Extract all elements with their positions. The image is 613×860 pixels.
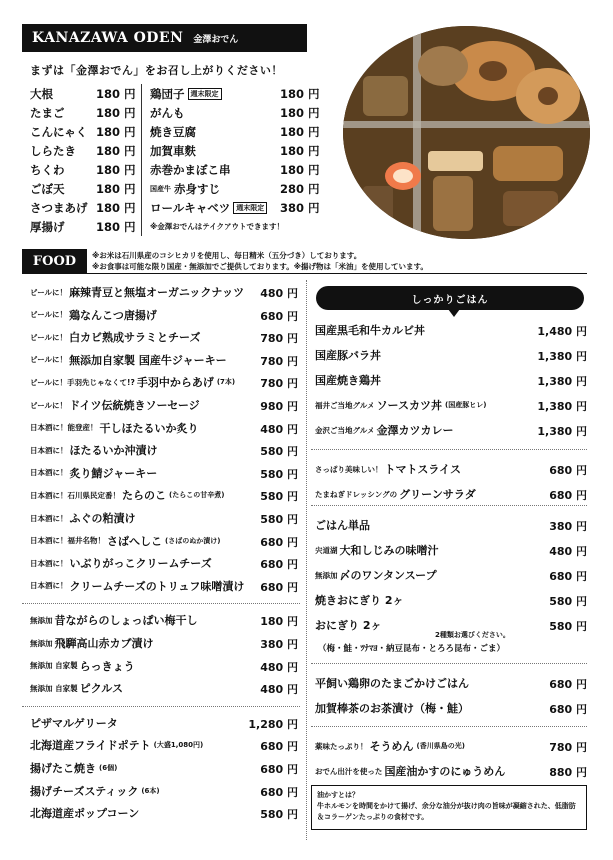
menu-item-price: 180 円	[260, 615, 298, 629]
oden-item-name: 赤巻かまぼこ串	[150, 162, 231, 177]
oden-item	[30, 198, 135, 217]
menu-item	[315, 483, 587, 505]
menu-item-note: (大盛1,080円)	[153, 741, 204, 750]
aburakasu-info-box	[311, 785, 587, 830]
menu-item-prefix: ビールに！	[30, 287, 68, 297]
oden-title-underline	[22, 51, 307, 52]
menu-item-name: 〆のワンタンスープ	[339, 569, 437, 582]
menu-item-name: 金澤カツカレー	[376, 424, 454, 437]
menu-item-prefix: 日本酒に！福井名物！	[30, 536, 105, 546]
menu-item	[315, 514, 587, 536]
menu-item	[30, 677, 298, 699]
menu-item-price: 480 円	[260, 287, 298, 300]
menu-item-name: さばへしこ	[107, 534, 162, 548]
menu-item-name: 加賀棒茶のお茶漬け（梅・鮭）	[315, 701, 469, 715]
menu-group-divider	[22, 603, 300, 604]
oden-section-title	[22, 24, 307, 52]
menu-item	[30, 632, 298, 654]
menu-item	[315, 672, 587, 694]
menu-item-price: 480 円	[260, 683, 298, 697]
menu-item-price: 1,480 円	[537, 325, 587, 338]
menu-item-name: 手羽中からあげ	[136, 376, 214, 390]
gohan-section-title: しっかりごはん	[316, 286, 584, 310]
oden-item-name: 厚揚げ	[30, 219, 65, 234]
menu-item	[30, 462, 298, 484]
menu-item-price: 980 円	[260, 400, 298, 413]
oden-item	[150, 84, 320, 103]
menu-item	[30, 712, 298, 734]
menu-item-name: ピザマルゲリータ	[30, 716, 118, 730]
menu-item-name: ドイツ伝統焼きソーセージ	[69, 399, 200, 412]
menu-item-price: 1,380 円	[537, 425, 587, 438]
menu-item-price: 1,380 円	[537, 375, 587, 388]
oden-photo	[343, 26, 590, 239]
menu-item-prefix: 宍道湖	[315, 545, 338, 555]
oden-item-name: 大根	[30, 86, 53, 101]
menu-item-price: 680 円	[260, 763, 298, 776]
menu-item-price: 780 円	[260, 354, 298, 368]
oden-item-name: 焼き豆腐	[150, 124, 196, 139]
menu-item	[30, 326, 298, 348]
menu-item	[315, 735, 587, 757]
menu-item-name: 大和しじみの味噌汁	[339, 544, 439, 557]
menu-item-prefix: 日本酒に！能登産！	[30, 423, 98, 433]
menu-item-price: 380 円	[549, 520, 587, 533]
menu-item-price: 680 円	[260, 785, 298, 799]
menu-item-name: ソースカツ丼	[376, 399, 443, 412]
menu-item	[30, 780, 298, 802]
menu-item-prefix: 日本酒に！石川県民定番！	[30, 490, 120, 500]
oden-item-price: 180 円	[96, 86, 136, 101]
menu-item-price: 680 円	[260, 740, 298, 754]
menu-item-name: たらのこ	[122, 489, 166, 503]
aburakasu-info-title: 油かすとは？	[317, 791, 359, 799]
oden-item-name: ごぼ天	[30, 181, 65, 196]
weekend-limited-badge: 週末限定	[188, 88, 222, 100]
menu-item-name: 干しほたるいか炙り	[99, 421, 199, 435]
menu-item-price: 580 円	[260, 467, 298, 481]
menu-item-prefix: ビールに！	[30, 400, 68, 410]
menu-item	[315, 564, 587, 586]
menu-item	[30, 304, 298, 326]
menu-item-name: 揚げチーズスティック	[30, 784, 139, 798]
menu-item-price: 680 円	[549, 489, 587, 502]
menu-item	[30, 552, 298, 574]
menu-item	[30, 349, 298, 371]
oden-item	[30, 84, 135, 103]
oden-item-price: 180 円	[96, 219, 136, 234]
menu-item-prefix: ビールに！	[30, 310, 68, 320]
menu-group-divider	[22, 706, 300, 707]
oden-item-name: 加賀車麩	[150, 143, 196, 158]
menu-item-prefix: 日本酒に！	[30, 445, 68, 455]
menu-item-note: (国産豚ヒレ)	[445, 401, 487, 409]
oden-item-price: 180 円	[280, 105, 320, 120]
menu-item-name: 揚げたこ焼き	[30, 762, 96, 775]
menu-item	[315, 319, 587, 341]
onigiri-fillings: （梅・鮭・ﾂﾅﾏﾖ・納豆昆布・とろろ昆布・ごま）	[318, 644, 506, 654]
oden-item-price: 180 円	[96, 162, 136, 177]
menu-item-note: (7本)	[216, 378, 236, 387]
menu-item	[30, 281, 298, 303]
menu-item-name: ほたるいか沖漬け	[69, 444, 158, 458]
menu-item-prefix: さっぱり美味しい！	[315, 464, 383, 474]
oden-item-name: ちくわ	[30, 162, 65, 177]
menu-item-prefix: ビールに！	[30, 332, 68, 342]
menu-item-price: 680 円	[549, 464, 587, 477]
menu-item-prefix: 金沢ご当地グルメ	[315, 425, 375, 435]
menu-item-name: ピクルス	[79, 682, 123, 696]
menu-item-price: 780 円	[260, 332, 298, 346]
menu-item-prefix: 無添加	[315, 570, 338, 580]
menu-item-name: ごはん単品	[315, 519, 370, 532]
oden-item-price: 380 円	[280, 200, 320, 215]
menu-item-price: 680 円	[260, 535, 298, 549]
menu-item	[30, 530, 298, 552]
oden-title-en: KANAZAWA ODEN	[32, 30, 184, 46]
menu-item-prefix: たまねぎドレッシングの	[315, 489, 398, 499]
oden-item	[30, 160, 135, 179]
menu-item-price: 480 円	[260, 660, 298, 674]
oden-item-price: 180 円	[96, 181, 136, 196]
oden-item-name: 鶏団子	[150, 86, 185, 101]
oden-item	[150, 122, 320, 141]
menu-item-price: 580 円	[260, 445, 298, 459]
menu-item	[30, 394, 298, 416]
oden-item-name: しらたき	[30, 143, 76, 158]
menu-item-name: トマトスライス	[384, 463, 461, 476]
menu-item-price: 680 円	[260, 580, 298, 594]
menu-item-price: 680 円	[549, 570, 587, 583]
menu-group-divider	[311, 505, 587, 506]
oden-item-price: 180 円	[280, 143, 320, 158]
menu-item-note: (さばのぬか漬け)	[165, 536, 221, 545]
menu-item-name: 焼きおにぎり 2ヶ	[315, 594, 404, 607]
menu-item-price: 1,380 円	[537, 400, 587, 413]
menu-item-price: 580 円	[549, 620, 587, 633]
menu-item-name: おにぎり 2ヶ	[315, 619, 382, 632]
oden-title-jp: 金澤おでん	[193, 34, 239, 45]
oden-item-price: 180 円	[280, 86, 320, 101]
menu-item	[30, 371, 298, 393]
food-note-domestic: ※お食事は可能な限り国産・無添加でご提供しております。※揚げ物は「米油」を使用しています。	[92, 262, 428, 271]
menu-item-note: (6個)	[99, 764, 118, 772]
oden-item	[150, 198, 320, 217]
menu-item-price: 580 円	[260, 490, 298, 504]
menu-item-name: 炙り鯖ジャーキー	[69, 466, 158, 480]
menu-item-prefix: 福井ご当地グルメ	[315, 400, 375, 410]
oden-item	[30, 179, 135, 198]
menu-item-prefix: 無添加	[30, 615, 53, 625]
menu-item-name: 飛騨高山赤カブ漬け	[54, 637, 154, 650]
menu-item-price: 580 円	[260, 513, 298, 526]
oden-item	[30, 122, 135, 141]
oden-item-name: 赤身すじ	[174, 181, 220, 196]
menu-item-name: らっきょう	[79, 659, 135, 673]
menu-item	[30, 757, 298, 779]
menu-item-name: クリームチーズのトリュフ味噌漬け	[69, 579, 245, 593]
menu-item-prefix: 日本酒に！	[30, 468, 68, 478]
menu-group-divider	[311, 449, 587, 450]
oden-item	[30, 103, 135, 122]
menu-item-name: 鶏なんこつ唐揚げ	[69, 308, 157, 322]
menu-item-name: 国産焼き鶏丼	[315, 374, 381, 387]
menu-item-price: 580 円	[549, 595, 587, 608]
oden-item	[150, 141, 320, 160]
menu-item	[315, 760, 587, 782]
oden-item-name: がんも	[150, 105, 185, 120]
weekend-limited-badge: 週末限定	[233, 202, 267, 214]
oden-item-price: 280 円	[280, 181, 320, 196]
menu-item	[30, 609, 298, 631]
menu-item-price: 1,380 円	[537, 350, 587, 363]
menu-item-name: いぶりがっこクリームチーズ	[69, 557, 212, 571]
menu-group-divider	[311, 663, 587, 664]
menu-item	[315, 589, 587, 611]
aburakasu-info-body: 牛ホルモンを時間をかけて揚げ、余分な油分が抜け肉の旨味が凝縮された、低脂肪＆コラーゲンたっぷりの食材です。	[317, 802, 576, 821]
oden-item	[30, 217, 135, 236]
menu-item-name: グリーンサラダ	[399, 488, 476, 501]
food-note-rice: ※お米は石川県産のコシヒカリを使用し、毎日精米（五分づき）しております。	[92, 251, 362, 260]
oden-item-name: ロールキャベツ	[150, 200, 231, 215]
menu-item-price: 680 円	[549, 678, 587, 691]
menu-item-name: 白カビ熟成サラミとチーズ	[69, 331, 201, 345]
menu-item-price: 880 円	[549, 766, 587, 779]
oden-item-name: こんにゃく	[30, 124, 88, 139]
menu-item-note: (香川県島の光)	[416, 742, 465, 750]
menu-item-prefix: 日本酒に！	[30, 513, 68, 523]
oden-item-price: 180 円	[96, 200, 136, 215]
menu-item-price: 680 円	[260, 309, 298, 323]
food-notes	[92, 250, 428, 272]
menu-item-price: 780 円	[549, 741, 587, 754]
menu-item	[315, 539, 587, 561]
menu-item-price: 380 円	[260, 638, 298, 651]
menu-item	[315, 419, 587, 441]
menu-item-name: 国産豚バラ丼	[315, 349, 381, 362]
menu-item	[315, 697, 587, 719]
menu-item	[30, 655, 298, 677]
oden-item	[150, 179, 320, 198]
oden-item-prefix: 国産牛	[150, 184, 171, 193]
menu-item-name: ふぐの粕漬け	[69, 512, 136, 525]
menu-item	[315, 458, 587, 480]
menu-item-price: 480 円	[549, 545, 587, 558]
menu-item-name: 国産油かすのにゅうめん	[384, 765, 506, 778]
menu-item-name: 北海道産フライドポテト	[30, 739, 151, 753]
menu-item-prefix: 無添加 自家製	[30, 661, 78, 671]
menu-item	[30, 507, 298, 529]
oden-photo-art	[343, 26, 590, 239]
menu-item	[30, 417, 298, 439]
oden-item-price: 180 円	[280, 124, 320, 139]
menu-item-prefix: 無添加 自家製	[30, 683, 78, 693]
onigiri-choice-note: 2種類お選びください。	[435, 631, 510, 639]
oden-divider	[141, 84, 142, 236]
menu-item	[30, 734, 298, 756]
menu-item	[315, 369, 587, 391]
oden-item	[150, 160, 320, 179]
menu-item-name: 無添加自家製 国産牛ジャーキー	[69, 353, 227, 367]
menu-item-prefix: おでん出汁を使った	[315, 766, 383, 776]
menu-item-name: 平飼い鶏卵のたまごかけごはん	[315, 677, 469, 690]
menu-item	[30, 439, 298, 461]
menu-item-price: 1,280 円	[248, 717, 298, 731]
menu-item-price: 580 円	[260, 808, 298, 822]
menu-item	[315, 344, 587, 366]
menu-item-price: 780 円	[260, 377, 298, 391]
oden-item-price: 180 円	[96, 105, 136, 120]
menu-item-prefix: ビールに！手羽先じゃなくて!?	[30, 377, 135, 387]
oden-item-price: 180 円	[96, 124, 136, 139]
oden-item-name: さつまあげ	[30, 200, 88, 215]
menu-item-price: 680 円	[260, 558, 298, 572]
menu-group-divider	[311, 726, 587, 727]
menu-item	[30, 484, 298, 506]
oden-item-price: 180 円	[96, 143, 136, 158]
food-title-underline	[22, 273, 587, 274]
oden-intro: まずは「金澤おでん」をお召し上がりください！	[30, 64, 283, 77]
menu-item-name: そうめん	[369, 740, 414, 753]
menu-item-name: 北海道産ポップコーン	[30, 807, 140, 821]
oden-takeout-note: ※金澤おでんはテイクアウトできます！	[150, 222, 285, 231]
menu-item-name: 昔ながらのしょっぱい梅干し	[54, 614, 198, 628]
menu-item-prefix: 無添加	[30, 638, 53, 648]
menu-item-prefix: 薬味たっぷり！	[315, 741, 368, 751]
menu-item	[30, 802, 298, 824]
menu-item-prefix: ビールに！	[30, 355, 68, 365]
menu-item	[315, 394, 587, 416]
gohan-title-tail	[448, 309, 460, 317]
oden-item	[150, 103, 320, 122]
menu-item	[30, 575, 298, 597]
food-section-title: FOOD	[22, 249, 87, 273]
oden-item-name: たまご	[30, 105, 65, 120]
menu-item-name: 麻辣青豆と無塩オーガニックナッツ	[69, 286, 245, 299]
menu-item-name: 国産黒毛和牛カルビ丼	[315, 324, 425, 337]
menu-item-note: (6本)	[141, 786, 160, 795]
menu-item-price: 680 円	[549, 702, 587, 716]
menu-item-price: 480 円	[260, 422, 298, 436]
menu-item-prefix: 日本酒に！	[30, 581, 68, 591]
oden-item-price: 180 円	[280, 162, 320, 177]
menu-item-prefix: 日本酒に！	[30, 558, 68, 568]
column-divider	[306, 280, 307, 840]
menu-item-note: (たらこの甘辛煮)	[169, 491, 225, 500]
oden-item	[30, 141, 135, 160]
